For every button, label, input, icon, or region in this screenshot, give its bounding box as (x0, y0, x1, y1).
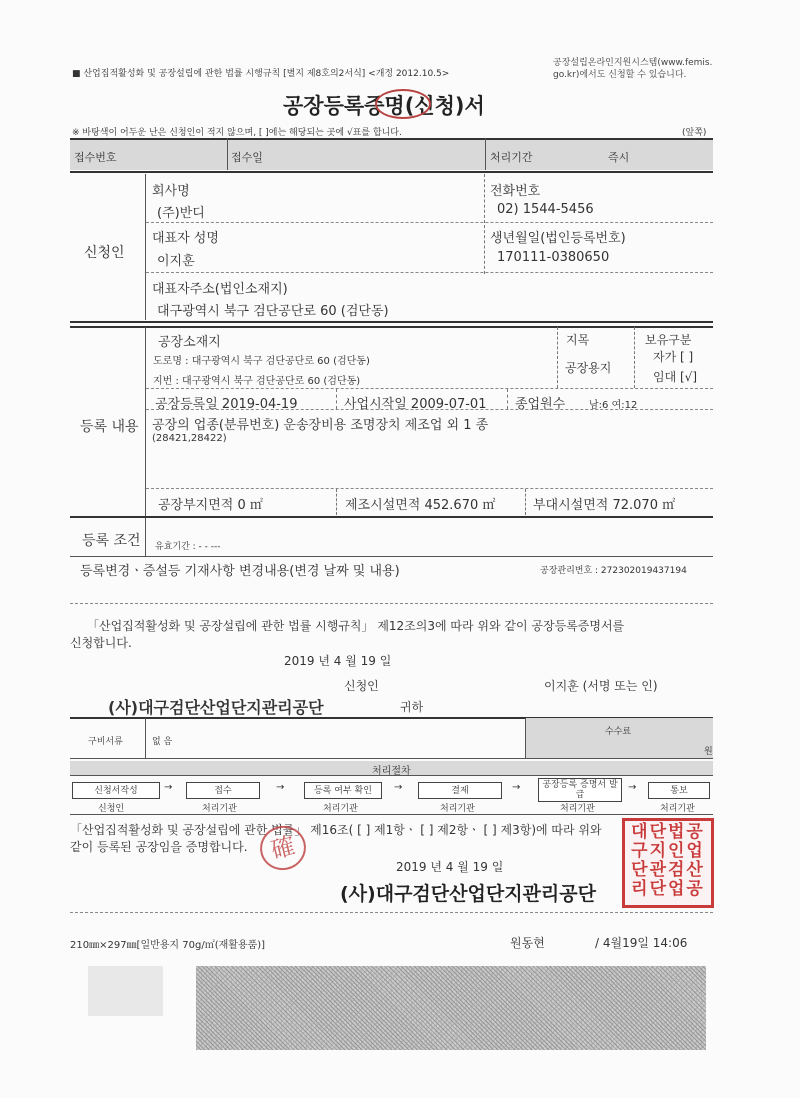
recipient-honorific: 귀하 (400, 700, 424, 714)
auxiliary-area: 부대시설면적 72.070 ㎡ (533, 498, 676, 513)
arrow-3: → (394, 782, 403, 793)
document-title: 공장등록증명(신청)서 (283, 94, 485, 118)
industry-codes: (28421,28422) (152, 433, 227, 444)
required-docs-label: 구비서류 (88, 737, 123, 747)
step-5-actor: 처리기관 (560, 804, 595, 814)
ownership-leased: 임대 [√] (653, 370, 698, 384)
ownership-label: 보유구분 (645, 333, 692, 347)
employees-label: 종업원수 (515, 397, 566, 412)
industry-description: 공장의 업종(분류번호) 운송장비용 조명장치 제조업 외 1 종 (152, 418, 489, 433)
applicant-section-label: 신청인 (84, 245, 125, 261)
fee-label: 수수료 (605, 727, 632, 737)
applicant-sign-label: 신청인 (344, 679, 379, 693)
birth-reg-label: 생년월일(법인등록번호) (490, 231, 626, 246)
procedure-title: 처리절차 (372, 766, 411, 777)
phone-label: 전화번호 (490, 184, 541, 199)
processing-period-label: 처리기간 (490, 151, 533, 164)
step-1-actor: 신청인 (98, 804, 125, 814)
land-category-value: 공장용지 (565, 361, 612, 375)
required-docs-value: 없 음 (152, 737, 173, 747)
step-6-box: 통보 (648, 782, 710, 799)
arrow-2: → (276, 782, 285, 793)
online-note-line1: 공장설립온라인지원시스템(www.femis. (553, 58, 713, 68)
registration-section-label: 등록 내용 (80, 419, 139, 435)
receipt-number-label: 접수번호 (74, 151, 117, 164)
change-details-label: 등록변경ㆍ증설등 기재사항 변경내용(변경 날짜 및 내용) (80, 564, 400, 579)
address-value: 대구광역시 북구 검단공단로 60 (검단동) (157, 304, 389, 319)
arrow-5: → (628, 782, 637, 793)
factory-location-label: 공장소재지 (158, 335, 221, 350)
online-note-line2: go.kr)에서도 신청할 수 있습니다. (553, 70, 687, 80)
factory-management-number: 공장관리번호 : 272302019437194 (540, 566, 687, 576)
fee-unit: 원 (704, 747, 713, 757)
operation-start-date: 사업시작일 2009-07-01 (344, 397, 487, 412)
company-name-label: 회사명 (152, 184, 190, 199)
redacted-barcode-area (196, 966, 706, 1050)
manufacturing-area: 제조시설면적 452.670 ㎡ (345, 498, 496, 513)
representative-value: 이지훈 (157, 254, 195, 269)
conditions-label: 등록 조건 (82, 533, 141, 549)
company-name-value: (주)반디 (157, 206, 205, 221)
recipient-org: (사)대구검단산업단지관리공단 (108, 698, 324, 717)
processing-period-value: 즉시 (608, 151, 630, 164)
step-1-box: 신청서작성 (72, 782, 160, 799)
official-stamp: 確 (255, 821, 310, 875)
step-3-box: 등록 여부 확인 (304, 782, 382, 799)
application-statement-line1: 「산업집적활성화 및 공장설립에 관한 법률 시행규칙」 제12조의3에 따라 위와 같이 공장등록증명서를 (87, 619, 625, 633)
application-date: 2019 년 4 월 19 일 (284, 654, 392, 668)
clerk-name: 원동현 (510, 936, 545, 950)
birth-reg-value: 170111-0380650 (497, 250, 610, 265)
step-3-actor: 처리기관 (323, 804, 358, 814)
step-2-box: 접수 (186, 782, 260, 799)
step-4-actor: 처리기관 (440, 804, 475, 814)
step-6-actor: 처리기관 (660, 804, 695, 814)
certification-statement-line2: 같이 등록된 공장임을 증명합니다. (70, 840, 248, 854)
applicant-signature: 이지훈 (서명 또는 인) (544, 679, 658, 693)
certification-date: 2019 년 4 월 19 일 (396, 860, 504, 874)
site-area: 공장부지면적 0 ㎡ (158, 498, 263, 513)
seal-text: 대단법공구지인업단관검산리단업공 (631, 822, 705, 899)
legal-basis: ■ 산업집적활성화 및 공장설립에 관한 법률 시행규칙 [별지 제8호의2서식] <개정 2012.10.5> (72, 69, 450, 79)
phone-value: 02) 1544-5456 (497, 202, 594, 217)
redacted-block-small (88, 966, 163, 1016)
instructions: ※ 바탕색이 어두운 난은 신청인이 적지 않으며, [ ]에는 해당되는 곳에 √표를 합니다. (72, 128, 402, 138)
land-category-label: 지목 (566, 333, 590, 347)
page-side: (앞쪽) (682, 128, 707, 138)
step-4-box: 결제 (418, 782, 502, 799)
validity-period: 유효기간 : - - --- (155, 542, 221, 552)
step-2-actor: 처리기관 (202, 804, 237, 814)
paper-spec: 210㎜×297㎜[일반용지 70g/㎡(재활용품)] (70, 940, 266, 951)
receipt-date-label: 접수일 (231, 151, 263, 164)
arrow-1: → (164, 782, 173, 793)
application-statement-line2: 신청합니다. (70, 636, 132, 650)
road-address: 도로명 : 대구광역시 북구 검단공단로 60 (검단동) (153, 356, 370, 367)
step-5-box: 공장등록 증명서 발급 (538, 778, 622, 802)
registration-date: 공장등록일 2019-04-19 (155, 397, 298, 412)
employees-value: 남:6 여:12 (589, 400, 638, 411)
arrow-4: → (512, 782, 521, 793)
organization-seal (622, 818, 714, 908)
ownership-owned: 자가 [ ] (653, 350, 694, 364)
certification-statement-line1: 「산업집적활성화 및 공장설립에 관한 법률」 제16조( [ ] 제1항ㆍ [ ] 제2항ㆍ [ ] 제3항)에 따라 위와 (70, 823, 602, 837)
title-circle-mark (375, 89, 431, 119)
issuer-org: (사)대구검단산업단지관리공단 (340, 883, 596, 905)
address-label: 대표자주소(법인소재지) (152, 282, 288, 297)
representative-label: 대표자 성명 (152, 231, 219, 246)
issue-time: / 4월19일 14:06 (595, 936, 688, 950)
lot-address: 지번 : 대구광역시 북구 검단공단로 60 (검단동) (153, 376, 361, 387)
